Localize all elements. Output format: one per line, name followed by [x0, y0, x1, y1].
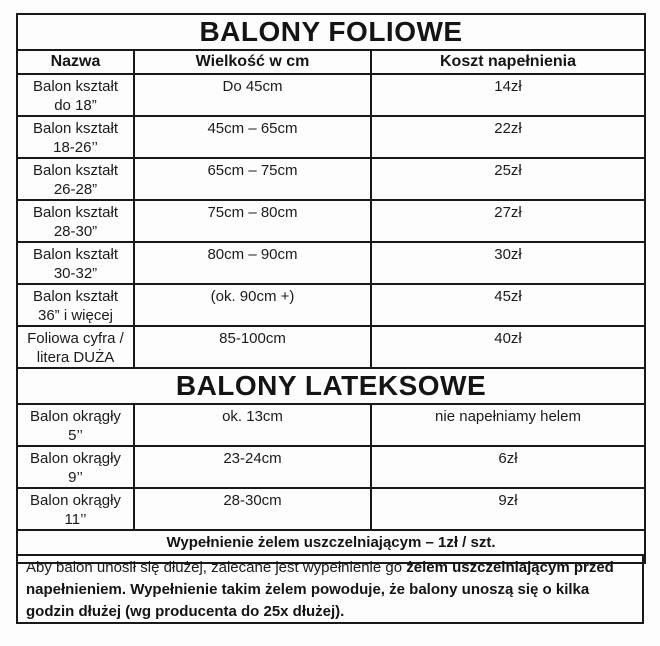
cost-cell: nie napełniamy helem	[371, 404, 645, 446]
cost-cell: 45zł	[371, 284, 645, 326]
foil-section-title: BALONY FOLIOWE	[17, 14, 645, 50]
name-line-1: Balon kształt	[32, 162, 119, 179]
size-cell: 23-24cm	[134, 446, 371, 488]
name-line-2: 11’’	[64, 511, 87, 528]
col-header-nazwa: Nazwa	[17, 50, 134, 74]
col-header-koszt: Koszt napełnienia	[371, 50, 645, 74]
note-bold-text: żelem uszczelniającym przed napełnieniem. Wypełnienie takim żelem powoduje, że balony unoszą się o kilka godzin dłużej (wg producenta do 25x dłużej).	[26, 559, 614, 620]
note-regular-text: Aby balon unosił się dłużej, zalecane jest wypełnienie go	[26, 559, 407, 576]
name-cell	[17, 404, 134, 446]
name-cell	[17, 242, 134, 284]
name-line-2: 5’’	[68, 427, 83, 444]
cost-cell: 27zł	[371, 200, 645, 242]
column-header-row	[17, 50, 645, 74]
name-cell	[17, 74, 134, 116]
size-cell: 80cm – 90cm	[134, 242, 371, 284]
name-cell	[17, 446, 134, 488]
name-cell	[17, 158, 134, 200]
cost-cell: 14zł	[371, 74, 645, 116]
gel-filling-text: Wypełnienie żelem uszczelniającym – 1zł / szt.	[17, 530, 645, 563]
table-row	[17, 74, 645, 116]
name-line-2: 36” i więcej	[37, 307, 114, 324]
name-line-2: 26-28”	[53, 181, 98, 198]
name-line-1: Balon kształt	[32, 204, 119, 221]
name-cell	[17, 200, 134, 242]
name-line-1: Balon okrągły	[30, 408, 121, 425]
table-row	[17, 326, 645, 368]
name-line-1: Foliowa cyfra /	[27, 330, 124, 347]
cost-cell: 40zł	[371, 326, 645, 368]
table-row	[17, 200, 645, 242]
size-cell: Do 45cm	[134, 74, 371, 116]
table-row	[17, 242, 645, 284]
col-header-wielkosc: Wielkość w cm	[134, 50, 371, 74]
note-box	[16, 554, 644, 624]
name-cell	[17, 284, 134, 326]
size-cell: 45cm – 65cm	[134, 116, 371, 158]
balloon-price-table	[16, 13, 646, 564]
cost-cell: 6zł	[371, 446, 645, 488]
name-line-1: Balon kształt	[32, 78, 119, 95]
name-line-2: 28-30”	[53, 223, 98, 240]
latex-section-title: BALONY LATEKSOWE	[17, 368, 645, 404]
table-row	[17, 488, 645, 530]
size-cell: 65cm – 75cm	[134, 158, 371, 200]
table-row	[17, 446, 645, 488]
size-cell: 75cm – 80cm	[134, 200, 371, 242]
name-cell	[17, 116, 134, 158]
name-line-2: 9’’	[68, 469, 83, 486]
name-line-1: Balon okrągły	[30, 450, 121, 467]
size-cell: (ok. 90cm +)	[134, 284, 371, 326]
name-line-1: Balon kształt	[32, 120, 119, 137]
cost-cell: 30zł	[371, 242, 645, 284]
name-cell	[17, 326, 134, 368]
name-line-1: Balon kształt	[32, 288, 119, 305]
name-line-2: 18-26’’	[53, 139, 98, 156]
name-line-2: litera DUŻA	[36, 349, 115, 366]
cost-cell: 22zł	[371, 116, 645, 158]
size-cell: 28-30cm	[134, 488, 371, 530]
latex-section-title-row	[17, 368, 645, 404]
size-cell: 85-100cm	[134, 326, 371, 368]
cost-cell: 9zł	[371, 488, 645, 530]
name-cell	[17, 488, 134, 530]
name-line-1: Balon okrągły	[30, 492, 121, 509]
table-row	[17, 404, 645, 446]
name-line-2: 30-32”	[53, 265, 98, 282]
table-row	[17, 116, 645, 158]
cost-cell: 25zł	[371, 158, 645, 200]
name-line-1: Balon kształt	[32, 246, 119, 263]
table-row	[17, 284, 645, 326]
size-cell: ok. 13cm	[134, 404, 371, 446]
table-row	[17, 158, 645, 200]
foil-section-title-row	[17, 14, 645, 50]
name-line-2: do 18”	[54, 97, 97, 114]
